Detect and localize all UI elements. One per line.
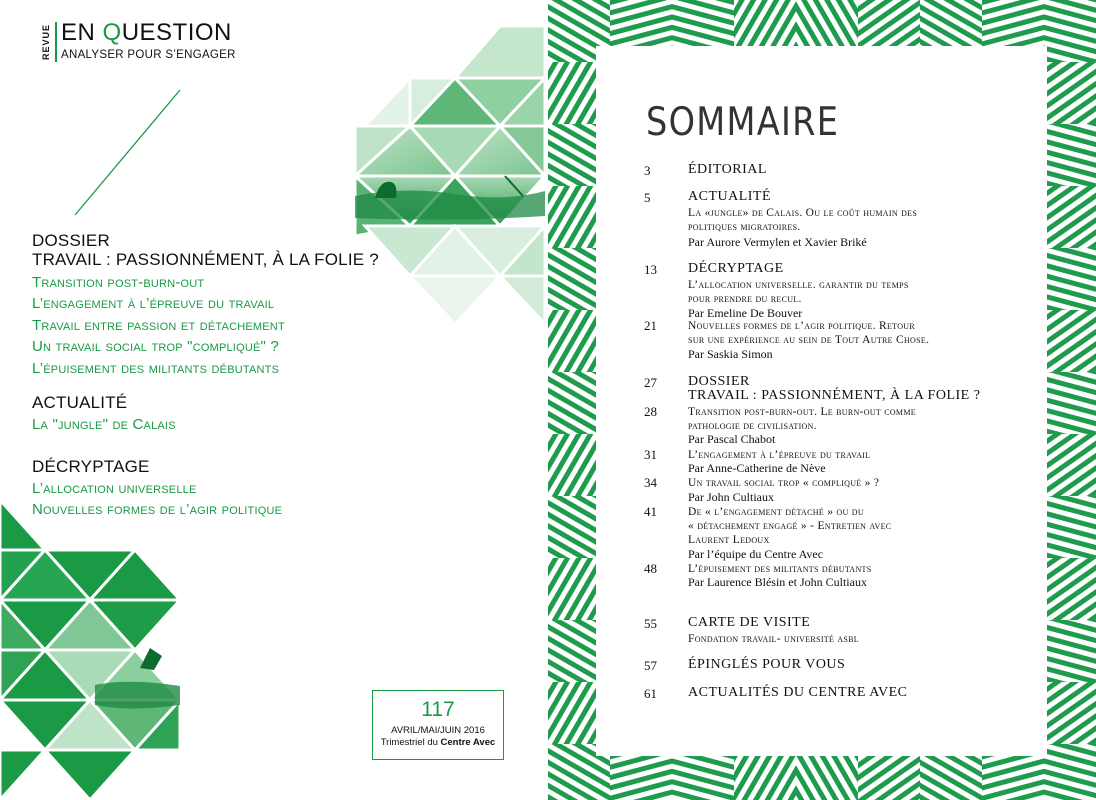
toc-page-number: 61 [644, 686, 657, 701]
cover-dossier-theme: TRAVAIL : PASSIONNÉMENT, À LA FOLIE ? [32, 250, 379, 269]
toc-heading-theme: TRAVAIL : PASSIONNÉMENT, À LA FOLIE ? [688, 388, 981, 403]
masthead-title: EN QUESTION [61, 19, 232, 46]
toc-author: Par Emeline De Bouver [688, 306, 803, 320]
hexagon-artwork-bottom [0, 500, 190, 800]
toc-heading: DÉCRYPTAGE [688, 261, 784, 276]
sommaire-panel [596, 46, 1047, 756]
toc-article-title: pour prendre du recul. [688, 293, 802, 305]
toc-author: Par Laurence Blésin et John Cultiaux [688, 575, 867, 589]
toc-author: Par John Cultiaux [688, 490, 774, 504]
toc-page-number: 57 [644, 658, 657, 673]
cover-actualite-head: ACTUALITÉ [32, 393, 128, 412]
toc-article-title: L’engagement à l’épreuve du travail [688, 449, 871, 461]
cover-decryptage-item: Nouvelles formes de l’agir politique [32, 501, 283, 519]
toc-article-title: Transition post-burn-out. Le burn-out comme [688, 406, 916, 418]
toc-article-title: sur une expérience au sein de Tout Autre Chose. [688, 334, 930, 346]
toc-page-number: 31 [644, 447, 657, 462]
toc-heading: CARTE DE VISITE [688, 615, 811, 630]
toc-article-title: Nouvelles formes de l’agir politique. Retour [688, 320, 915, 332]
masthead-revue: REVUE [41, 23, 51, 61]
toc-article-title: L’épuisement des militants débutants [688, 563, 872, 575]
cover-dossier-item: L’épuisement des militants débutants [32, 359, 280, 377]
toc-article-title: Laurent Ledoux [688, 534, 770, 546]
sommaire-page [548, 0, 1096, 800]
cover-actualite-item: La "jungle" de Calais [32, 416, 176, 433]
toc-page-number: 3 [644, 163, 651, 178]
toc-heading: ACTUALITÉ [688, 189, 772, 204]
cover-dossier-item: Un travail social trop "compliqué" ? [32, 338, 279, 356]
cover-dossier-head: DOSSIER [32, 231, 110, 250]
issue-box [372, 690, 504, 760]
toc-page-number: 5 [644, 190, 651, 205]
toc-article-title: pathologie de civilisation. [688, 420, 817, 432]
toc-page-number: 41 [644, 504, 657, 519]
toc-article-title: Fondation travail- université asbl [688, 633, 859, 645]
toc-heading: ÉDITORIAL [688, 162, 767, 177]
toc-page-number: 27 [644, 375, 657, 390]
cover-decryptage-head: DÉCRYPTAGE [32, 457, 150, 476]
toc-article-title: « détachement engagé » - Entretien avec [688, 520, 892, 532]
toc-article-title: La «jungle» de Calais. Ou le coût humain des [688, 207, 918, 219]
cover-dossier [32, 231, 379, 379]
toc-page-number: 48 [644, 561, 657, 576]
issue-number: 117 [421, 698, 455, 721]
toc-heading: ÉPINGLÉS POUR VOUS [688, 657, 846, 672]
toc-page-number: 13 [644, 262, 657, 277]
toc-article-title: L’allocation universelle. garantir du temps [688, 279, 909, 291]
toc-heading: ACTUALITÉS DU CENTRE AVEC [688, 685, 908, 700]
sommaire-title: SOMMAIRE [646, 100, 840, 145]
cover-decryptage-item: L’allocation universelle [32, 480, 197, 497]
toc-page-number: 21 [644, 318, 657, 333]
toc-article-title: politiques migratoires. [688, 221, 801, 233]
hexagon-artwork-top [355, 26, 548, 326]
masthead-subtitle: ANALYSER POUR S’ENGAGER [61, 49, 236, 61]
toc-author: Par Aurore Vermylen et Xavier Briké [688, 235, 867, 249]
issue-frequency: Trimestriel du Centre Avec [380, 737, 496, 748]
toc-author: Par Saskia Simon [688, 347, 773, 361]
toc-page-number: 34 [644, 475, 657, 490]
cover-dossier-item: Travail entre passion et détachement [32, 316, 285, 334]
issue-date: AVRIL/MAI/JUIN 2016 [391, 725, 485, 736]
toc-author: Par l’équipe du Centre Avec [688, 547, 824, 561]
cover-dossier-item: Transition post-burn-out [32, 274, 205, 291]
cover-dossier-item: L’engagement à l’épreuve du travail [32, 295, 275, 313]
toc-page-number: 55 [644, 616, 657, 631]
cover-decryptage [32, 457, 282, 521]
toc-heading: DOSSIER [688, 374, 750, 389]
toc-author: Par Pascal Chabot [688, 432, 776, 446]
toc-article-title: De « l’engagement détaché » ou du [688, 506, 864, 518]
cover-actualite [32, 393, 176, 435]
toc-page-number: 28 [644, 404, 657, 419]
toc-author: Par Anne-Catherine de Nève [688, 461, 826, 475]
toc-article-title: Un travail social trop « compliqué » ? [688, 477, 880, 489]
